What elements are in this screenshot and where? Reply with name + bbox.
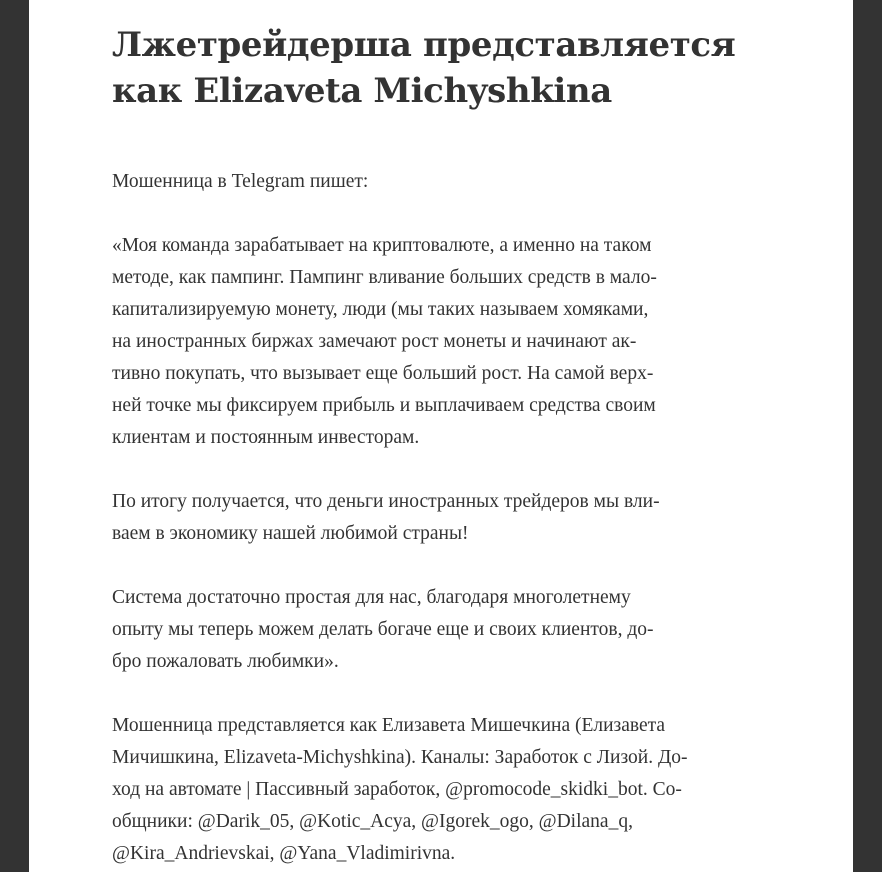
intro-paragraph: Мошенница в Telegram пишет:: [112, 171, 369, 192]
page-sheet: [29, 0, 853, 872]
quote-paragraph: «Моя команда зарабатывает на криптовалюте, а именно на таком методе, как пампинг. Пампинг вливание больших средств в мало- капитализируемую монету, люди (мы таких называем хомяками, на иностранных биржах замечают рост монеты и начинают ак- тивно покупать, что вызывает еще больший рост. На самой верх- ней точке мы фиксируем прибыль и выплачиваем средства своим клиентам и постоянным инвесторам.: [112, 235, 657, 448]
article: [112, 0, 792, 872]
system-paragraph: Система достаточно простая для нас, благодаря многолетнему опыту мы теперь можем делать богаче еще и своих клиентов, до- бро пожаловать любимки».: [112, 587, 654, 672]
article-title: Лжетрейдерша представляется как Elizaveta Michyshkina: [112, 25, 736, 111]
result-paragraph: По итогу получается, что деньги иностранных трейдеров мы вли- ваем в экономику нашей любимой страны!: [112, 491, 660, 544]
details-paragraph: Мошенница представляется как Елизавета Мишечкина (Елизавета Мичишкина, Elizaveta-Michyshkina). Каналы: Заработок с Лизой. До- ход на автомате | Пассивный заработок, @promocode_skidki_bot. Со- общники: @Darik_05, @Kotic_Acya, @Igorek_ogo, @Dilana_q, @Kira_Andrievskai, @Yana_Vladimirivna.: [112, 715, 688, 864]
article-body: [112, 166, 792, 870]
